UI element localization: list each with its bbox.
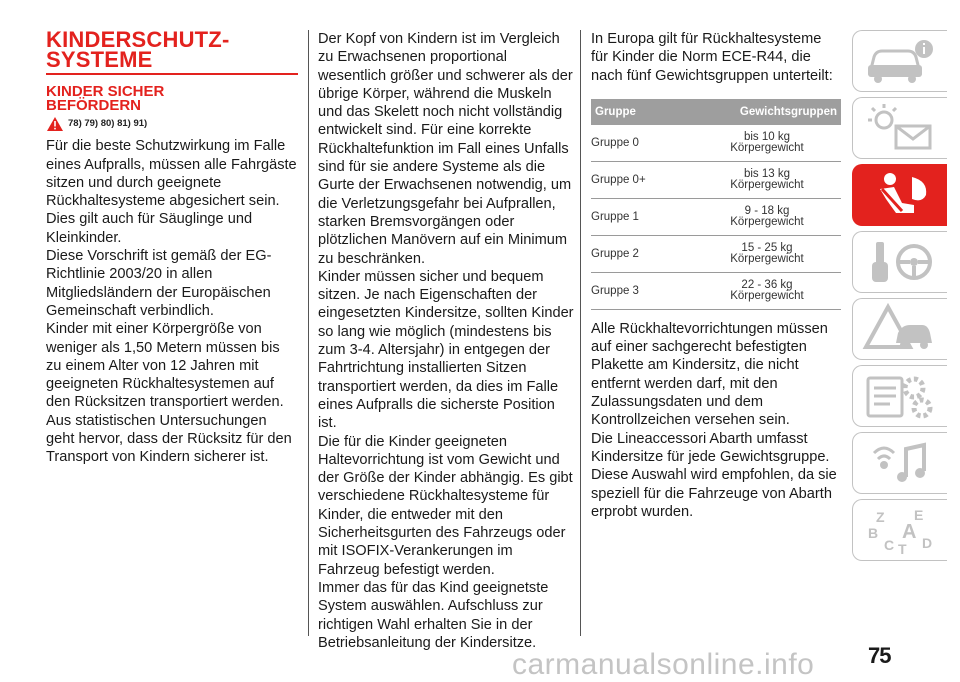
weight-value: 15 - 25 kg <box>741 241 793 254</box>
tab-key-steering[interactable] <box>852 231 947 293</box>
group-cell: Gruppe 0 <box>591 125 693 162</box>
tab-index[interactable] <box>852 499 947 561</box>
index-letter: B <box>868 525 879 541</box>
paragraph: Der Kopf von Kindern ist im Vergleich zu Erwachsenen proportional wesentlich größer und schwerer als der übrige Körper, während die Muskeln und das Skelett noch nicht vollständig entwickelt sind. Für eine korrekte Rückhaltefunktion im Fall eines Unfalls sind für sie andere Systeme als die Gurte der Erwachsenen notwendig, um die Verletzungsgefahr bei Aufprallen, starken Bremsvorgängen oder plötzlichen Manövern auf ein Minimum zu beschränken. <box>318 31 573 267</box>
car-info-icon <box>862 35 938 87</box>
weight-value: 9 - 18 kg <box>744 204 790 217</box>
group-cell: Gruppe 2 <box>591 235 693 272</box>
left-column <box>46 27 298 467</box>
weight-cell <box>693 235 841 272</box>
table-header-row <box>591 99 841 125</box>
weight-cell <box>693 272 841 309</box>
weight-unit: Körpergewicht <box>730 252 804 265</box>
group-cell: Gruppe 0+ <box>591 161 693 198</box>
page-number: 75 <box>868 643 891 668</box>
lights-warning-icon <box>862 102 938 154</box>
warning-triangle-car-icon <box>862 303 938 355</box>
tab-service[interactable] <box>852 365 947 427</box>
paragraph: Immer das für das Kind geeignetste System auswählen. Aufschluss zur richtigen Wahl erhalten Sie in der Betriebsanleitung der Kindersitze. <box>318 579 549 651</box>
weight-value: bis 13 kg <box>743 167 791 180</box>
paragraph: Aus statistischen Untersuchungen geht hervor, dass der Rücksitz für den Transport von Kindern sicherer ist. <box>46 412 292 466</box>
tab-car-info[interactable] <box>852 30 947 92</box>
paragraph: Die für die Kinder geeigneten Haltevorrichtung ist vom Gewicht und der Größe der Kinder abhängig. Es gibt verschiedene Rückhaltesysteme für Kinder, die entweder mit den Sicherheitsgurten des Fahrzeugs oder mit ISOFIX-Verankerungen im Fahrzeug befestigt werden. <box>318 433 573 578</box>
index-letter: Z <box>876 509 885 525</box>
tab-safety[interactable] <box>852 164 947 226</box>
table-row <box>591 125 841 162</box>
right-column <box>591 30 841 521</box>
warning-references <box>46 115 298 133</box>
watermark: carmanualsonline.info <box>512 648 815 681</box>
index-letter: T <box>898 541 907 556</box>
weight-unit: Körpergewicht <box>730 141 804 154</box>
weight-value: 22 - 36 kg <box>741 278 793 291</box>
index-letter: D <box>922 535 933 551</box>
service-gears-icon <box>862 370 938 422</box>
paragraph: Die Lineaccessori Abarth umfasst Kindersitze für jede Gewichtsgruppe. Diese Auswahl wird empfohlen, da sie speziell für die Fahrzeuge von Abarth erprobt wurden. <box>591 430 837 520</box>
weight-unit: Körpergewicht <box>730 289 804 302</box>
chapter-tabs <box>852 30 950 566</box>
table-row <box>591 235 841 272</box>
column-divider <box>580 30 581 636</box>
key-steering-wheel-icon <box>862 236 938 288</box>
paragraph: Kinder müssen sicher und bequem sitzen. Je nach Eigenschaften der eingesetzten Kindersitze, sollten Kinder so lang wie möglich (mindestens bis zum 3-4. Altersjahr) in entgegen der Fahrtrichtung installierten Sitzen transportiert werden, da dies im Falle eines Aufpralls die sicherste Position ist. <box>318 268 574 432</box>
weight-cell <box>693 125 841 162</box>
weight-unit: Körpergewicht <box>730 178 804 191</box>
warning-triangle-icon <box>46 116 64 132</box>
tab-multimedia[interactable] <box>852 432 947 494</box>
paragraph: In Europa gilt für Rückhaltesysteme für Kinder die Norm ECE-R44, die nach fünf Gewichtsgruppen unterteilt: <box>591 31 833 84</box>
weight-cell <box>693 198 841 235</box>
paragraph: Diese Vorschrift ist gemäß der EG-Richtlinie 2003/20 in allen Mitgliedsländern der Europäischen Gemeinschaft verbindlich. <box>46 248 272 319</box>
index-letter: C <box>884 537 895 553</box>
weight-value: bis 10 kg <box>743 130 791 143</box>
index-letter: A <box>902 521 917 543</box>
subsection-heading: KINDER SICHER BEFÖRDERN <box>46 83 165 114</box>
index-letters-icon <box>862 504 938 556</box>
paragraph: Kinder mit einer Körpergröße von weniger als 1,50 Metern müssen bis zu einem Alter von 12 Jahren mit geeigneten Rückhaltesystemen auf den Rücksitzen transportiert werden. <box>46 321 284 411</box>
table-row <box>591 161 841 198</box>
safety-seat-airbag-icon <box>862 169 938 221</box>
multimedia-music-icon <box>862 437 938 489</box>
paragraph: Für die beste Schutzwirkung im Falle eines Aufpralls, müssen alle Fahrgäste sitzen und durch geeignete Rückhaltesysteme abgesichert sein. Dies gilt auch für Säuglinge und Kleinkinder. <box>46 138 297 246</box>
col1-body <box>46 137 298 466</box>
column-divider <box>308 30 309 636</box>
group-cell: Gruppe 1 <box>591 198 693 235</box>
paragraph: Alle Rückhaltevorrichtungen müssen auf einer sachgerecht befestigten Plakette am Kindersitz, die nicht entfernt werden darf, mit den Zulassungsdaten und dem Kontrollzeichen versehen sein. <box>591 320 828 429</box>
tab-lights-warning[interactable] <box>852 97 947 159</box>
column-header-weight: Gewichtsgruppen <box>693 99 841 125</box>
group-cell: Gruppe 3 <box>591 272 693 309</box>
middle-column <box>318 30 574 652</box>
column-header-group: Gruppe <box>591 99 693 125</box>
table-row <box>591 198 841 235</box>
weight-groups-table <box>591 99 841 310</box>
table-row <box>591 272 841 309</box>
weight-cell <box>693 161 841 198</box>
weight-unit: Körpergewicht <box>730 215 804 228</box>
tab-emergency[interactable] <box>852 298 947 360</box>
section-heading: KINDERSCHUTZ- SYSTEME <box>46 30 298 75</box>
warning-refs-text: 78) 79) 80) 81) 91) <box>68 118 148 129</box>
index-letter: E <box>914 507 924 523</box>
